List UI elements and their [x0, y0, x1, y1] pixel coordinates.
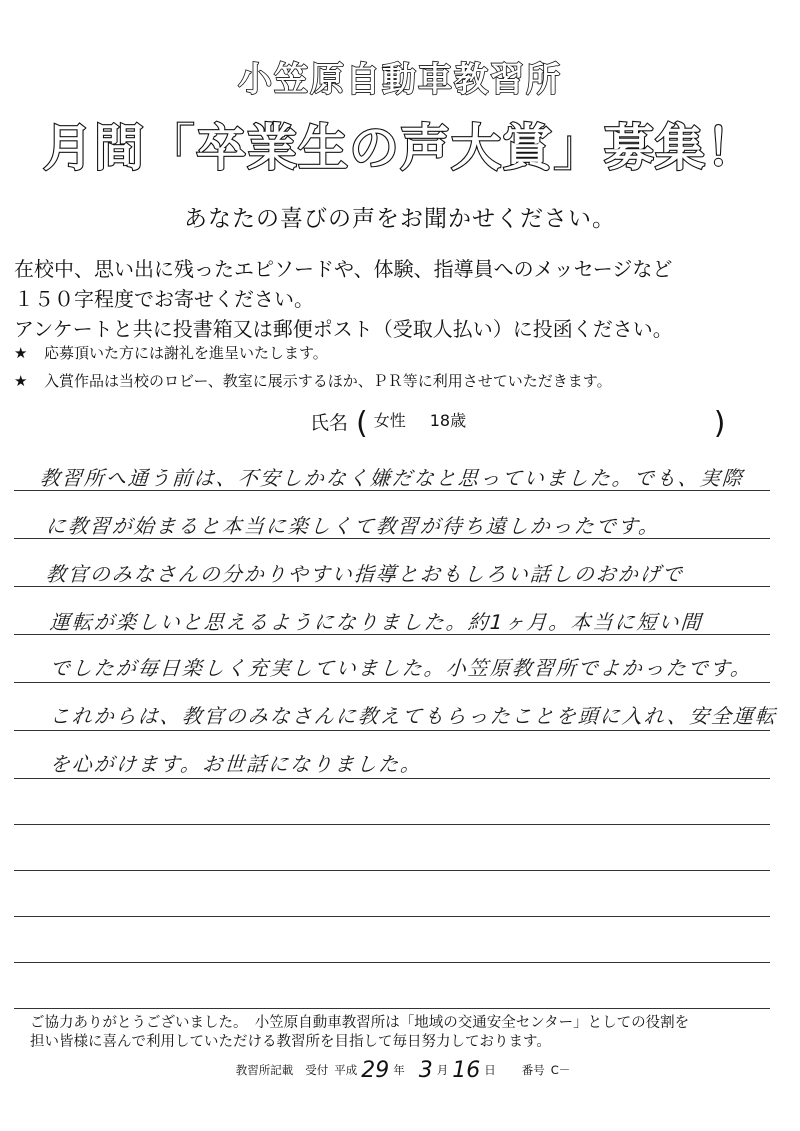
ruled-line — [14, 916, 770, 917]
open-paren: ( — [356, 406, 368, 441]
handwritten-line: を心がけます。お世話になりました。 — [49, 752, 424, 776]
handwritten-line: 教官のみなさんの分かりやすい指導とおもしろい話しのおかげで — [45, 562, 685, 586]
handwritten-line: 運転が楽しいと思えるようになりました。約1ヶ月。本当に短い間 — [49, 610, 704, 634]
ruled-line — [14, 730, 770, 731]
note-usage — [14, 370, 794, 391]
note-text: 応募頂いた方には謝礼を進呈いたします。 — [44, 344, 328, 362]
campaign-open-bracket: 「 — [145, 119, 196, 177]
footer-line: 担い皆様に喜んで利用していただける教習所を目指して毎日努力しております。 — [30, 1034, 551, 1050]
note-reward — [14, 342, 794, 363]
ruled-line — [14, 824, 770, 825]
era-label: 平成 — [334, 1063, 358, 1077]
name-label: 氏名 — [310, 412, 349, 434]
subheading: あなたの喜びの声をお聞かせください。 — [184, 206, 616, 232]
ruled-line — [14, 962, 770, 963]
day-value: 16 — [452, 1058, 481, 1083]
handwritten-line: これからは、教官のみなさんに教えてもらったことを頭に入れ、安全運転 — [49, 704, 778, 728]
star-icon: ★ — [14, 372, 28, 390]
note-text: 入賞作品は当校のロビー、教室に展示するほか、ＰＲ等に利用させていただきます。 — [44, 372, 612, 390]
close-paren: ) — [713, 406, 726, 441]
handwritten-line: でしたが毎日楽しく充実していました。小笠原教習所でよかったです。 — [49, 656, 754, 680]
campaign-title-post: 募集！ — [604, 119, 757, 177]
handwritten-line: に教習が始まると本当に楽しくて教習が待ち遠しかったです。 — [45, 514, 662, 538]
campaign-title-main: 卒業生の声大賞 — [196, 119, 553, 177]
campaign-title — [0, 108, 800, 180]
year-value: 29 — [361, 1058, 390, 1083]
star-icon: ★ — [14, 344, 28, 362]
ruled-line — [14, 870, 770, 871]
year-unit: 年 — [393, 1063, 405, 1077]
campaign-title-pre: 月間 — [43, 119, 145, 177]
footer-text — [30, 1014, 790, 1052]
day-unit: 日 — [484, 1063, 496, 1077]
intro-line: アンケートと共に投書箱又は郵便ポスト（受取人払い）に投函ください。 — [14, 317, 673, 341]
number-label: 番号 — [521, 1063, 545, 1077]
month-unit: 月 — [436, 1063, 449, 1077]
intro-line: １５０字程度でお寄せください。 — [14, 287, 314, 311]
ruled-line — [14, 1008, 770, 1009]
name-value — [368, 408, 714, 431]
office-use-row — [0, 1058, 800, 1083]
month-value: 3 — [418, 1058, 433, 1083]
ruled-line — [14, 682, 770, 683]
number-value: C－ — [550, 1063, 571, 1077]
handwritten-line: 教習所へ通う前は、不安しかなく嫌だなと思っていました。でも、実際 — [39, 466, 745, 490]
footer-line: ご協力ありがとうございました。 小笠原自動車教習所は「地域の交通安全センター」としての役割を — [30, 1015, 690, 1031]
campaign-close-bracket: 」 — [553, 119, 604, 177]
ruled-line — [14, 778, 770, 779]
gender-value: 女性 — [373, 411, 406, 430]
office-use-label: 教習所記載 — [235, 1063, 294, 1077]
age-value: 18歳 — [429, 411, 467, 430]
intro-text — [14, 254, 794, 344]
received-label: 受付 — [305, 1063, 329, 1077]
name-field — [310, 406, 725, 441]
intro-line: 在校中、思い出に残ったエピソードや、体験、指導員へのメッセージなど — [14, 257, 673, 281]
school-name: 小笠原自動車教習所 — [238, 60, 562, 100]
